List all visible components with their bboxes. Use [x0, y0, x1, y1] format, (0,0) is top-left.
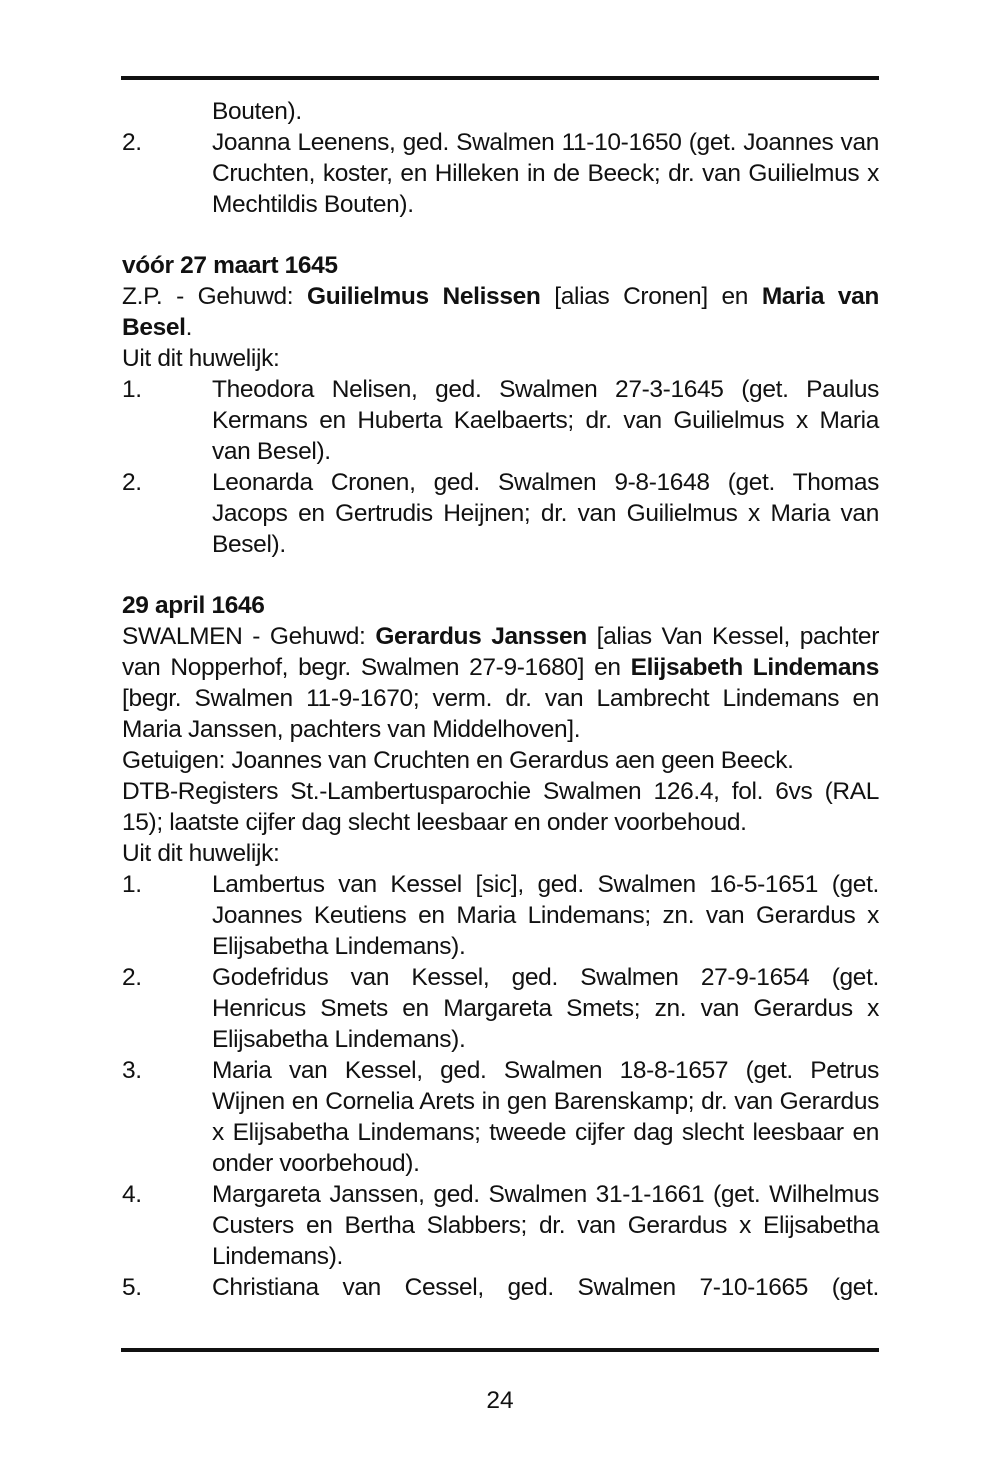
- list-item: [122, 1179, 879, 1272]
- item-number: 2.: [122, 964, 142, 991]
- item-text: Godefridus van Kessel, ged. Swalmen 27-9-1654 (get. Henricus Smets en Margareta Smets; zn. van Gerardus x Elijsabetha Lindemans).: [212, 964, 879, 1053]
- item-text: Theodora Nelisen, ged. Swalmen 27-3-1645 (get. Paulus Kermans en Huberta Kaelbaerts; dr. van Guilielmus x Maria van Besel).: [212, 376, 879, 465]
- page-body: [122, 96, 879, 1303]
- continuation-text: Bouten).: [212, 98, 302, 125]
- bottom-rule: [121, 1348, 879, 1352]
- item-number: 4.: [122, 1181, 142, 1208]
- section-heading: 29 april 1646: [122, 592, 265, 619]
- list-item: [122, 1055, 879, 1179]
- entry-end: .: [185, 314, 193, 341]
- bride-name: Elijsabeth Lindemans: [630, 654, 879, 681]
- section-heading: vóór 27 maart 1645: [122, 252, 338, 279]
- page-number: 24: [486, 1387, 514, 1414]
- marriage-entry: [122, 621, 879, 745]
- source-text: DTB-Registers St.-Lambertusparochie Swalmen 126.4, fol. 6vs (RAL 15); laatste cijfer dag slecht leesbaar en onder voorbehoud.: [122, 778, 879, 836]
- list-item: [122, 374, 879, 467]
- list-item: [122, 127, 879, 220]
- list-item: [122, 869, 879, 962]
- entry-intro: Z.P. - Gehuwd:: [122, 283, 308, 310]
- item-number: 5.: [122, 1274, 142, 1301]
- top-rule: [121, 76, 879, 80]
- item-number: 2.: [122, 129, 142, 156]
- item-number: 2.: [122, 469, 142, 496]
- item-text: Christiana van Cessel, ged. Swalmen 7-10-1665 (get.: [212, 1274, 879, 1301]
- entry-mid: [alias Van Kessel, pachter van Nopperhof, begr. Swalmen 27-9-1680] en: [122, 623, 880, 681]
- groom-name: Gerardus Janssen: [375, 623, 587, 650]
- item-number: 1.: [122, 871, 142, 898]
- entry-end: [begr. Swalmen 11-9-1670; verm. dr. van Lambrecht Lindemans en Maria Janssen, pachters van Middelhoven].: [122, 685, 879, 743]
- list-item: [122, 1272, 879, 1303]
- item-text: Maria van Kessel, ged. Swalmen 18-8-1657 (get. Petrus Wijnen en Cornelia Arets in gen Barenskamp; dr. van Gerardus x Elijsabetha Lindemans; tweede cijfer dag slecht leesbaar en onder voorbehoud).: [212, 1057, 879, 1177]
- list-item: [122, 467, 879, 560]
- children-label: Uit dit huwelijk:: [122, 345, 280, 372]
- item-text: Margareta Janssen, ged. Swalmen 31-1-1661 (get. Wilhelmus Custers en Bertha Slabbers; dr. van Gerardus x Elijsabetha Lindemans).: [212, 1181, 879, 1270]
- item-text: Leonarda Cronen, ged. Swalmen 9-8-1648 (get. Thomas Jacops en Gertrudis Heijnen; dr. van Guilielmus x Maria van Besel).: [212, 469, 879, 558]
- item-number: 3.: [122, 1057, 142, 1084]
- item-text: Lambertus van Kessel [sic], ged. Swalmen 16-5-1651 (get. Joannes Keutiens en Maria Lindemans; zn. van Gerardus x Elijsabetha Lindemans).: [212, 871, 879, 960]
- marriage-entry: [122, 281, 879, 343]
- children-label: Uit dit huwelijk:: [122, 840, 280, 867]
- witnesses-text: Getuigen: Joannes van Cruchten en Gerardus aen geen Beeck.: [122, 747, 794, 774]
- entry-intro: SWALMEN - Gehuwd:: [122, 623, 376, 650]
- item-text: Joanna Leenens, ged. Swalmen 11-10-1650 (get. Joannes van Cruchten, koster, en Hilleken in de Beeck; dr. van Guilielmus x Mechtildis Bouten).: [212, 129, 879, 218]
- entry-mid: [alias Cronen] en: [540, 283, 762, 310]
- groom-name: Guilielmus Nelissen: [307, 283, 541, 310]
- item-number: 1.: [122, 376, 142, 403]
- bride-name: Maria van Besel: [122, 283, 880, 341]
- list-item: [122, 962, 879, 1055]
